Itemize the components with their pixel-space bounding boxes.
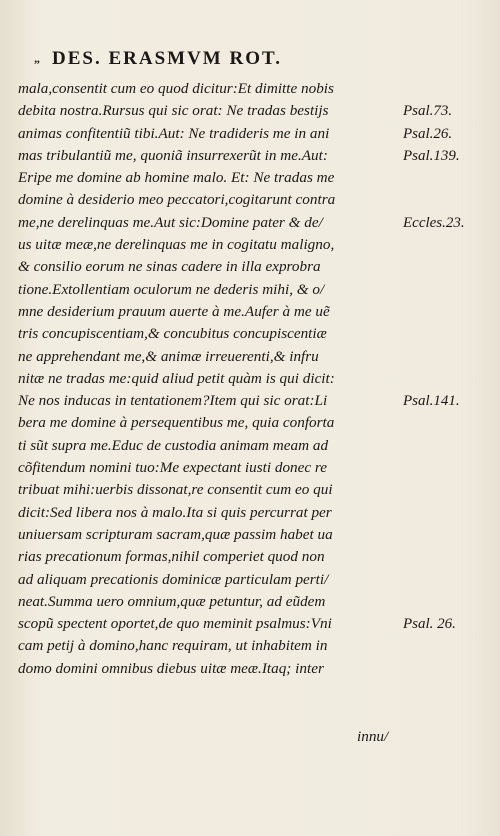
text-line: uniuersam scripturam sacram,quæ passim habet ua xyxy=(18,525,333,543)
text-line: ad aliquam precationis dominicæ particulam perti/ xyxy=(18,570,329,588)
text-line: me,ne derelinquas me.Aut sic:Domine pater & de/ xyxy=(18,213,323,231)
running-header xyxy=(34,48,282,70)
text-line: mne desiderium prauum auerte à me.Aufer à me uẽ xyxy=(18,302,330,320)
text-line: ti sũt supra me.Educ de custodia animam meam ad xyxy=(18,436,329,454)
text-line: dicit:Sed libera nos à malo.Ita si quis percurrat per xyxy=(18,503,332,521)
text-line: Ne nos inducas in tentationem?Item qui sic orat:Li xyxy=(18,392,328,410)
margin-note: Psal.26. xyxy=(403,125,453,142)
text-line: debita nostra.Rursus qui sic orat: Ne tradas bestijs xyxy=(18,102,329,120)
text-line: tione.Extollentiam oculorum ne dederis mihi, & o/ xyxy=(18,280,325,298)
header-mark: „ xyxy=(34,51,42,65)
text-line: ne apprehendant me,& animæ irreuerenti,& infru xyxy=(18,347,319,365)
body-text xyxy=(18,78,404,680)
text-line: domo domini omnibus diebus uitæ meæ.Itaq; inter xyxy=(18,659,324,677)
text-line: animas confitentiũ tibi.Aut: Ne tradideris me in ani xyxy=(18,124,330,142)
text-line: cam petij à domino,hanc requiram, ut inhabitem in xyxy=(18,637,328,655)
margin-note: Psal.141. xyxy=(403,393,460,410)
text-line: cõfitendum nomini tuo:Me expectant iusti donec re xyxy=(18,459,328,477)
text-line: us uitæ meæ,ne derelinquas me in cogitatu maligno, xyxy=(18,236,335,254)
text-line: scopũ spectent oportet,de quo meminit psalmus:Vni xyxy=(18,615,332,633)
text-line: domine à desiderio meo peccatori,cogitarunt contra xyxy=(18,191,336,209)
text-line: mas tribulantiũ me, quoniã insurrexerũt in me.Aut: xyxy=(18,146,328,164)
text-line: tribuat mihi:uerbis dissonat,re consentit cum eo qui xyxy=(18,481,333,499)
margin-note: Eccles.23. xyxy=(403,214,465,231)
text-line: neat.Summa uero omnium,quæ petuntur, ad eũdem xyxy=(18,592,326,610)
margin-note: Psal.73. xyxy=(403,103,453,120)
catchword: innu/ xyxy=(357,728,389,745)
header-title: DES. ERASMVM ROT. xyxy=(52,48,282,69)
text-line: tris concupiscentiam,& concubitus concupiscentiæ xyxy=(18,325,327,343)
text-line: rias precationum formas,nihil comperiet quod non xyxy=(18,548,325,566)
text-line: Eripe me domine ab homine malo. Et: Ne tradas me xyxy=(18,169,335,187)
margin-note: Psal.139. xyxy=(403,147,460,164)
text-line: mala,consentit cum eo quod dicitur:Et dimitte nobis xyxy=(18,80,334,97)
text-line: & consilio eorum ne sinas cadere in illa exprobra xyxy=(18,258,321,276)
margin-note: Psal. 26. xyxy=(403,616,456,633)
text-line: bera me domine à persequentibus me, quia conforta xyxy=(18,414,335,432)
text-line: nitæ ne tradas me:quid aliud petit quàm is qui dicit: xyxy=(18,369,335,387)
